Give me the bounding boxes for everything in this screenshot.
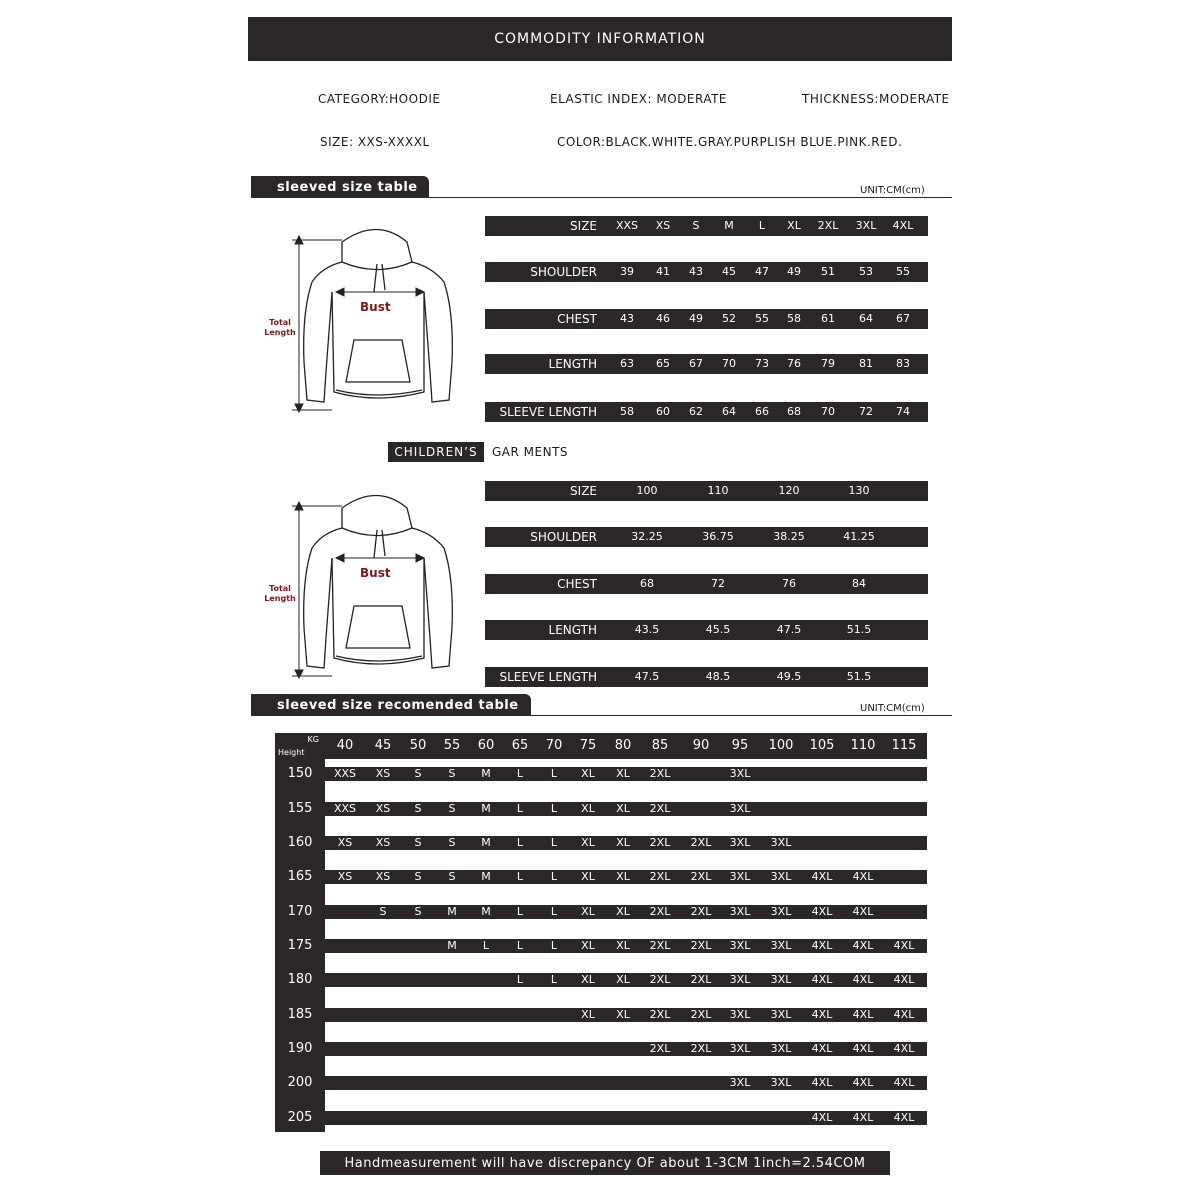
measure-value: 74 <box>896 405 910 418</box>
recommended-size: 2XL <box>690 1008 712 1021</box>
recommended-size: 3XL <box>729 836 751 849</box>
recommended-unit-label: UNIT:CM(cm) <box>860 703 925 714</box>
measure-value: 58 <box>620 405 634 418</box>
recommended-size: XL <box>581 836 595 849</box>
height-value: 205 <box>287 1110 313 1125</box>
measure-value: 81 <box>859 357 873 370</box>
weight-header: 95 <box>731 738 749 753</box>
measure-value: 55 <box>755 312 769 325</box>
measure-value: 64 <box>722 405 736 418</box>
measure-value: 45 <box>722 265 736 278</box>
measure-value: 66 <box>755 405 769 418</box>
measure-label: SLEEVE LENGTH <box>499 670 597 684</box>
measure-value: 39 <box>620 265 634 278</box>
measure-value: 51.5 <box>846 623 872 636</box>
measure-label: CHEST <box>557 577 597 591</box>
recommended-size: L <box>550 939 558 952</box>
measure-value: S <box>692 219 700 232</box>
recommended-size: L <box>550 973 558 986</box>
recommended-size: S <box>448 767 456 780</box>
recommended-size: XL <box>616 870 630 883</box>
recommended-size: 4XL <box>811 1008 833 1021</box>
height-value: 200 <box>287 1075 313 1090</box>
recommended-size: XL <box>616 905 630 918</box>
recommended-size: XL <box>581 905 595 918</box>
recommended-size: S <box>379 905 387 918</box>
recommended-size: S <box>448 802 456 815</box>
recommended-row <box>325 836 927 850</box>
recommended-size: L <box>550 802 558 815</box>
measure-value: 73 <box>755 357 769 370</box>
recommended-size: S <box>414 802 422 815</box>
measure-value: 49 <box>689 312 703 325</box>
recommended-size: L <box>550 767 558 780</box>
recommended-row <box>325 1042 927 1056</box>
category-info: CATEGORY:HOODIE <box>318 92 441 106</box>
measure-value: XS <box>655 219 671 232</box>
recommended-size: 2XL <box>690 905 712 918</box>
recommended-size: 4XL <box>893 973 915 986</box>
recommended-size: M <box>481 836 491 849</box>
recommended-size: 3XL <box>729 939 751 952</box>
recommended-size: 2XL <box>649 973 671 986</box>
kg-label: KG <box>307 735 319 744</box>
children-hoodie-diagram <box>262 488 472 683</box>
measure-row <box>485 402 928 422</box>
weight-header: 105 <box>809 738 835 753</box>
adult-section-title: sleeved size table <box>251 176 429 198</box>
total-label-line1: Total <box>269 584 291 593</box>
recommended-size: M <box>481 802 491 815</box>
measure-value: 61 <box>821 312 835 325</box>
recommended-size: S <box>414 836 422 849</box>
recommended-size: 4XL <box>811 1076 833 1089</box>
recommended-size: 2XL <box>649 905 671 918</box>
recommended-size: 2XL <box>649 939 671 952</box>
measure-value: 55 <box>896 265 910 278</box>
recommended-size: XL <box>616 973 630 986</box>
measure-value: XL <box>787 219 801 232</box>
measure-value: 41.25 <box>843 530 875 543</box>
measure-row <box>485 481 928 501</box>
recommended-row <box>325 802 927 816</box>
measure-row <box>485 527 928 547</box>
elastic-info: ELASTIC INDEX: MODERATE <box>550 92 728 106</box>
measure-value: XXS <box>615 219 639 232</box>
recommended-size: 2XL <box>690 1042 712 1055</box>
recommended-size: L <box>482 939 490 952</box>
measure-value: 70 <box>722 357 736 370</box>
recommended-row <box>325 939 927 953</box>
recommended-size: 4XL <box>811 905 833 918</box>
measure-value: 83 <box>896 357 910 370</box>
measure-value: 60 <box>656 405 670 418</box>
measure-label: SLEEVE LENGTH <box>499 405 597 419</box>
recommended-size: XL <box>581 802 595 815</box>
measure-value: 38.25 <box>773 530 805 543</box>
recommended-size: L <box>516 939 524 952</box>
measure-label: LENGTH <box>548 623 597 637</box>
recommended-size: XL <box>616 939 630 952</box>
measure-value: 100 <box>636 484 658 497</box>
recommended-size: 3XL <box>729 973 751 986</box>
recommended-size: 4XL <box>852 1042 874 1055</box>
recommended-size: 3XL <box>729 1008 751 1021</box>
recommended-size: 3XL <box>770 1076 792 1089</box>
measure-row <box>485 262 928 282</box>
measure-value: 67 <box>689 357 703 370</box>
recommended-size: L <box>550 870 558 883</box>
total-label-line2: Length <box>264 594 296 603</box>
measure-label: SHOULDER <box>530 530 597 544</box>
total-label-line1: Total <box>269 318 291 327</box>
weight-header: 80 <box>614 738 632 753</box>
recommended-size: 4XL <box>893 1076 915 1089</box>
recommended-size: 4XL <box>893 1008 915 1021</box>
recommended-size: M <box>481 767 491 780</box>
weight-header-row <box>325 733 927 759</box>
recommended-size: XL <box>616 802 630 815</box>
measure-value: 43 <box>689 265 703 278</box>
recommended-size: 2XL <box>690 939 712 952</box>
recommended-size: 4XL <box>811 1111 833 1124</box>
recommended-size: 4XL <box>893 1042 915 1055</box>
recommended-size: 3XL <box>729 905 751 918</box>
measure-value: 46 <box>656 312 670 325</box>
children-garments-label: GAR MENTS <box>492 445 569 459</box>
adult-section-rule <box>251 197 952 198</box>
height-value: 170 <box>287 904 313 919</box>
measure-row <box>485 574 928 594</box>
height-label: Height <box>278 748 305 757</box>
recommended-size: 3XL <box>729 1076 751 1089</box>
recommended-size: 4XL <box>852 870 874 883</box>
recommended-size: 3XL <box>770 1008 792 1021</box>
recommended-row <box>325 905 927 919</box>
weight-header: 90 <box>692 738 710 753</box>
measure-row <box>485 309 928 329</box>
recommended-size: XXS <box>333 767 357 780</box>
recommended-section-rule <box>251 715 952 716</box>
measure-row <box>485 667 928 687</box>
recommended-size: 3XL <box>729 870 751 883</box>
recommended-size: 2XL <box>649 767 671 780</box>
height-value: 185 <box>287 1007 313 1022</box>
recommended-size: S <box>414 905 422 918</box>
recommended-size: L <box>516 973 524 986</box>
measure-label: SIZE <box>570 219 597 233</box>
measure-value: L <box>758 219 766 232</box>
color-info: COLOR:BLACK.WHITE.GRAY.PURPLISH BLUE.PINK.RED. <box>557 135 903 149</box>
recommended-size: 3XL <box>770 905 792 918</box>
measure-value: 70 <box>821 405 835 418</box>
measure-value: 52 <box>722 312 736 325</box>
measure-row <box>485 216 928 236</box>
measure-value: 49 <box>787 265 801 278</box>
recommended-size: 2XL <box>690 973 712 986</box>
measure-value: 84 <box>852 577 866 590</box>
recommended-size: 3XL <box>729 767 751 780</box>
total-label-line2: Length <box>264 328 296 337</box>
measure-value: 110 <box>707 484 729 497</box>
recommended-size: M <box>447 939 457 952</box>
measure-value: 45.5 <box>705 623 731 636</box>
recommended-size: 4XL <box>852 939 874 952</box>
measure-value: 63 <box>620 357 634 370</box>
recommended-size: 3XL <box>770 836 792 849</box>
measure-value: 68 <box>787 405 801 418</box>
recommended-size: L <box>516 767 524 780</box>
children-label: CHILDREN’S <box>388 442 484 462</box>
measure-value: 51 <box>821 265 835 278</box>
measure-value: 65 <box>656 357 670 370</box>
measure-label: CHEST <box>557 312 597 326</box>
recommended-size: 3XL <box>770 939 792 952</box>
recommended-size: 4XL <box>852 1076 874 1089</box>
recommended-size: 3XL <box>770 1042 792 1055</box>
recommended-size: XL <box>581 767 595 780</box>
recommended-size: 4XL <box>852 905 874 918</box>
recommended-size: M <box>447 905 457 918</box>
recommended-size: M <box>481 905 491 918</box>
measure-value: M <box>724 219 734 232</box>
thickness-info: THICKNESS:MODERATE <box>802 92 950 106</box>
recommended-size: L <box>516 836 524 849</box>
measure-value: 130 <box>848 484 870 497</box>
measure-value: 58 <box>787 312 801 325</box>
measure-label: SHOULDER <box>530 265 597 279</box>
recommended-row <box>325 767 927 781</box>
measure-value: 72 <box>859 405 873 418</box>
recommended-size: XS <box>375 870 391 883</box>
measure-value: 47.5 <box>776 623 802 636</box>
weight-header: 65 <box>511 738 529 753</box>
recommended-size: L <box>516 870 524 883</box>
measure-value: 49.5 <box>776 670 802 683</box>
measure-value: 47.5 <box>634 670 660 683</box>
recommended-size: 2XL <box>649 1008 671 1021</box>
recommended-size: 4XL <box>852 1111 874 1124</box>
measure-value: 48.5 <box>705 670 731 683</box>
recommended-size: XL <box>581 1008 595 1021</box>
recommended-row <box>325 973 927 987</box>
recommended-size: 4XL <box>811 973 833 986</box>
recommended-size: M <box>481 870 491 883</box>
recommended-size: S <box>448 870 456 883</box>
height-value: 175 <box>287 938 313 953</box>
recommended-size: L <box>550 905 558 918</box>
weight-header: 60 <box>477 738 495 753</box>
recommended-size: 4XL <box>811 1042 833 1055</box>
recommended-size: 4XL <box>852 1008 874 1021</box>
recommended-size: XXS <box>333 802 357 815</box>
weight-header: 100 <box>768 738 794 753</box>
recommended-size: XS <box>375 836 391 849</box>
recommended-size: 4XL <box>811 870 833 883</box>
measure-value: 3XL <box>855 219 877 232</box>
recommended-size: XL <box>581 939 595 952</box>
bust-label: Bust <box>360 300 391 314</box>
recommended-size: L <box>516 802 524 815</box>
measure-value: 36.75 <box>702 530 734 543</box>
measure-value: 2XL <box>817 219 839 232</box>
recommended-row <box>325 1008 927 1022</box>
measure-value: 47 <box>755 265 769 278</box>
weight-header: 70 <box>545 738 563 753</box>
total-length-label <box>262 584 298 604</box>
recommended-size: 4XL <box>893 939 915 952</box>
weight-header: 45 <box>374 738 392 753</box>
recommended-size: XS <box>375 802 391 815</box>
weight-header: 110 <box>850 738 876 753</box>
recommended-size: 3XL <box>729 802 751 815</box>
page-title: COMMODITY INFORMATION <box>248 17 952 61</box>
measure-label: SIZE <box>570 484 597 498</box>
recommended-size: 2XL <box>690 870 712 883</box>
recommended-section-title: sleeved size recomended table <box>251 694 531 716</box>
recommended-size: 4XL <box>811 939 833 952</box>
recommended-size: XS <box>337 870 353 883</box>
height-value: 150 <box>287 766 313 781</box>
recommended-row <box>325 1111 927 1125</box>
adult-unit-label: UNIT:CM(cm) <box>860 185 925 196</box>
weight-header: 40 <box>336 738 354 753</box>
measure-value: 72 <box>711 577 725 590</box>
recommended-size: 2XL <box>649 1042 671 1055</box>
recommended-size: XL <box>616 767 630 780</box>
height-value: 160 <box>287 835 313 850</box>
measure-value: 68 <box>640 577 654 590</box>
measure-value: 43 <box>620 312 634 325</box>
measure-row <box>485 620 928 640</box>
measure-row <box>485 354 928 374</box>
measure-value: 4XL <box>892 219 914 232</box>
recommended-size: XL <box>581 973 595 986</box>
recommended-size: XL <box>616 836 630 849</box>
measure-value: 76 <box>787 357 801 370</box>
bust-label: Bust <box>360 566 391 580</box>
measure-value: 62 <box>689 405 703 418</box>
measure-value: 79 <box>821 357 835 370</box>
recommended-size: S <box>414 870 422 883</box>
recommended-size: 2XL <box>649 870 671 883</box>
measure-value: 67 <box>896 312 910 325</box>
recommended-size: 4XL <box>893 1111 915 1124</box>
size-info: SIZE: XXS-XXXXL <box>320 135 430 149</box>
measure-value: 41 <box>656 265 670 278</box>
adult-hoodie-diagram <box>262 222 472 417</box>
weight-header: 75 <box>579 738 597 753</box>
measure-value: 43.5 <box>634 623 660 636</box>
measure-value: 76 <box>782 577 796 590</box>
height-value: 165 <box>287 869 313 884</box>
footer-note: Handmeasurement will have discrepancy OF about 1-3CM 1inch=2.54COM <box>320 1151 890 1175</box>
measure-value: 120 <box>778 484 800 497</box>
height-value: 180 <box>287 972 313 987</box>
measure-label: LENGTH <box>548 357 597 371</box>
recommended-size: 2XL <box>649 802 671 815</box>
recommended-size: 3XL <box>729 1042 751 1055</box>
recommended-size: XS <box>375 767 391 780</box>
weight-header: 115 <box>891 738 917 753</box>
height-value: 155 <box>287 801 313 816</box>
recommended-size: XS <box>337 836 353 849</box>
measure-value: 51.5 <box>846 670 872 683</box>
height-value: 190 <box>287 1041 313 1056</box>
recommended-size: 2XL <box>690 836 712 849</box>
recommended-size: L <box>550 836 558 849</box>
recommended-size: 2XL <box>649 836 671 849</box>
recommended-size: 3XL <box>770 973 792 986</box>
recommended-size: L <box>516 905 524 918</box>
recommended-size: S <box>414 767 422 780</box>
weight-header: 85 <box>651 738 669 753</box>
recommended-size: XL <box>616 1008 630 1021</box>
measure-value: 53 <box>859 265 873 278</box>
recommended-size: XL <box>581 870 595 883</box>
total-length-label <box>262 318 298 338</box>
weight-header: 55 <box>443 738 461 753</box>
recommended-size: S <box>448 836 456 849</box>
recommended-row <box>325 870 927 884</box>
height-column <box>275 733 325 1132</box>
measure-value: 64 <box>859 312 873 325</box>
weight-header: 50 <box>409 738 427 753</box>
recommended-size: 4XL <box>852 973 874 986</box>
measure-value: 32.25 <box>631 530 663 543</box>
recommended-row <box>325 1076 927 1090</box>
recommended-size: 3XL <box>770 870 792 883</box>
